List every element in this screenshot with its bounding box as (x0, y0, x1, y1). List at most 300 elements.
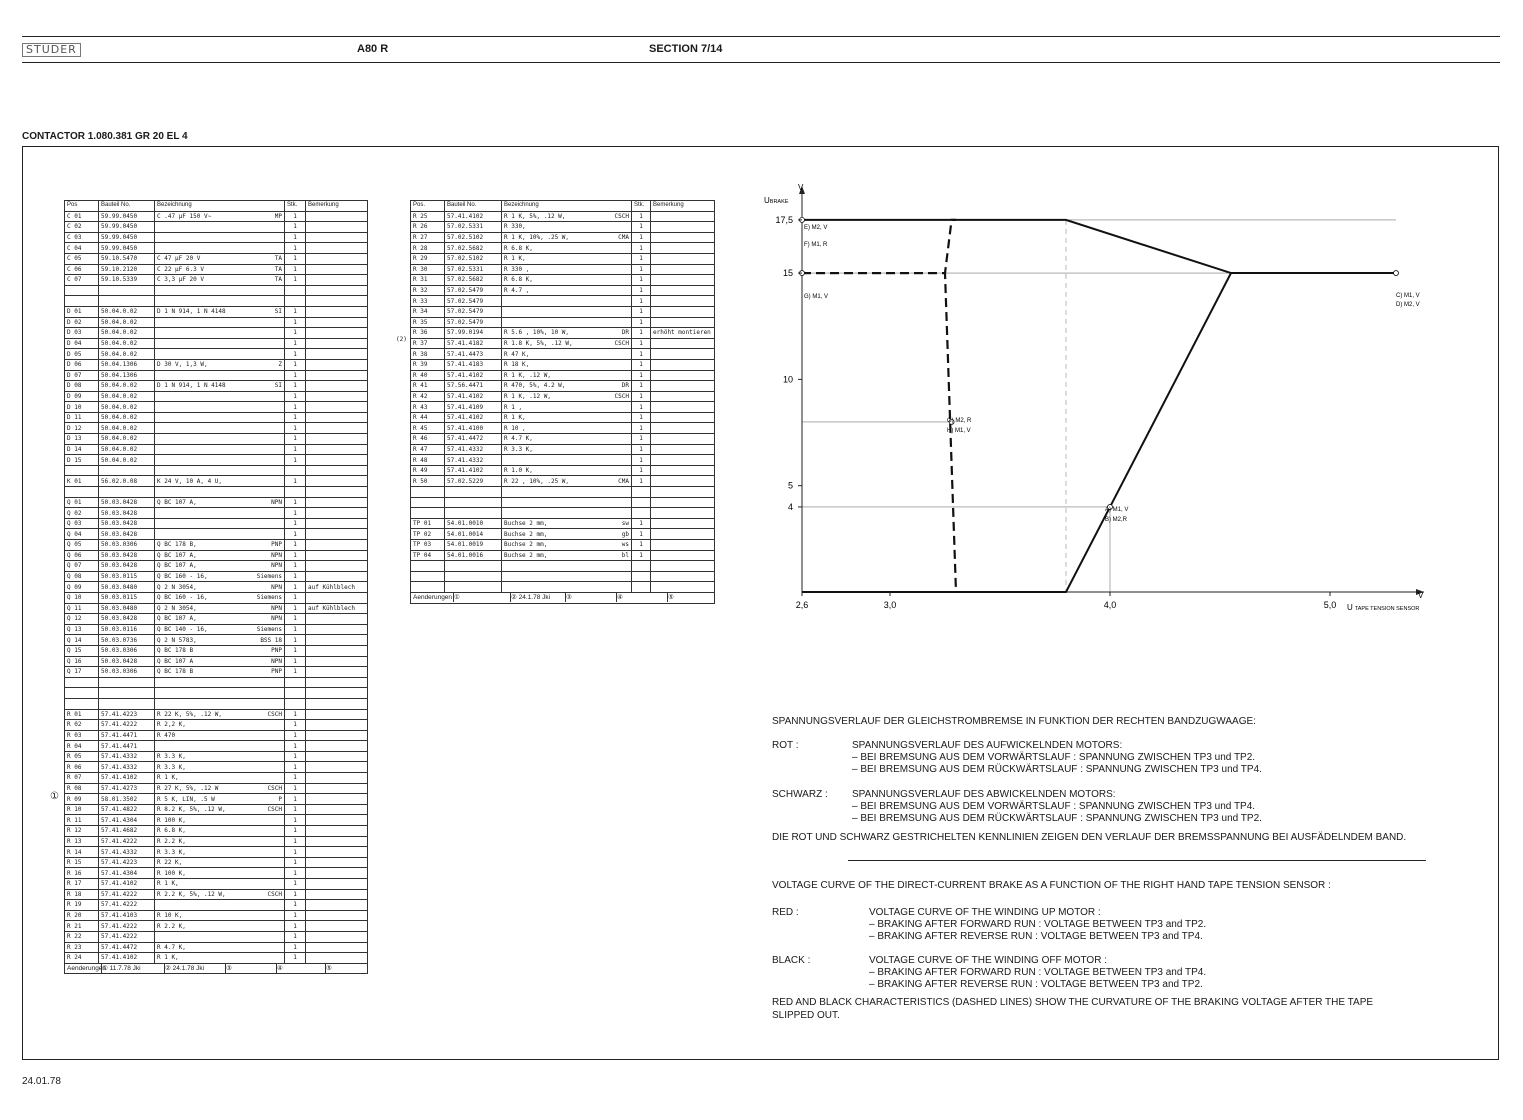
desc-type: NPN (271, 551, 282, 559)
cell-qty: 1 (285, 370, 306, 381)
cell-desc (155, 836, 285, 847)
desc-text: R 3.3 K, (504, 445, 533, 453)
cell-qty: 1 (285, 720, 306, 731)
cell-remark (651, 497, 715, 508)
desc-type: PNP (271, 541, 282, 549)
cell-desc (502, 285, 632, 296)
cell-pos (411, 582, 445, 593)
table-row (65, 889, 368, 900)
table-row (411, 211, 715, 222)
cell-remark (306, 412, 368, 423)
cell-desc (155, 603, 285, 614)
cell-desc (155, 614, 285, 625)
cell-pos: R 32 (411, 285, 445, 296)
cell-remark (651, 306, 715, 317)
table-row (65, 243, 368, 254)
cell-remark (306, 847, 368, 858)
desc-text: R 1 K, (504, 255, 526, 263)
desc-text: Buchse 2 mm, (504, 541, 548, 549)
table-row (411, 550, 715, 561)
de-rot-label: ROT : (772, 740, 799, 751)
cell-part: 57.41.4102 (99, 953, 155, 964)
en-black-line-2: – BRAKING AFTER FORWARD RUN : VOLTAGE BETWEEN TP3 and TP4. (869, 967, 1207, 978)
cell-part: 59.10.2120 (99, 264, 155, 275)
cell-desc (155, 847, 285, 858)
cell-remark (306, 434, 368, 445)
cell-qty: 1 (285, 783, 306, 794)
cell-qty: 1 (632, 328, 651, 339)
chart-series (802, 220, 1396, 592)
cell-remark (306, 794, 368, 805)
label-h: H) M1, V (947, 428, 971, 434)
cell-pos: R 26 (411, 222, 445, 233)
cell-part: 57.41.4332 (99, 762, 155, 773)
cell-pos: R 47 (411, 444, 445, 455)
cell-remark (306, 762, 368, 773)
cell-remark (651, 232, 715, 243)
cell-part: 57.41.4222 (99, 836, 155, 847)
cell-part (99, 688, 155, 699)
cell-qty: 1 (285, 879, 306, 890)
table-row (65, 275, 368, 286)
cell-remark (306, 243, 368, 254)
cell-remark (651, 381, 715, 392)
table-row (65, 264, 368, 275)
cell-part: 57.41.4332 (99, 847, 155, 858)
cell-qty: 1 (632, 465, 651, 476)
cell-qty: 1 (285, 317, 306, 328)
cell-desc (155, 931, 285, 942)
cell-pos: TP 02 (411, 529, 445, 540)
cell-pos: D 01 (65, 306, 99, 317)
language-divider (848, 860, 1426, 861)
cell-remark (306, 868, 368, 879)
cell-part: 57.41.4332 (445, 444, 502, 455)
cell-remark (651, 529, 715, 540)
cell-part: 50.03.0428 (99, 529, 155, 540)
table-row (411, 370, 715, 381)
cell-qty: 1 (285, 455, 306, 466)
table-row (411, 391, 715, 402)
cell-pos: D 15 (65, 455, 99, 466)
desc-type: CSCH (267, 806, 282, 814)
cell-remark (651, 582, 715, 593)
x-axis-unit: V (1418, 591, 1424, 600)
cell-remark (306, 444, 368, 455)
cell-part: 57.41.4472 (445, 434, 502, 445)
cell-qty: 1 (632, 434, 651, 445)
cell-qty: 1 (632, 391, 651, 402)
table-row (411, 381, 715, 392)
change-1: ① (454, 593, 511, 602)
cell-pos: Q 09 (65, 582, 99, 593)
cell-desc (155, 423, 285, 434)
cell-remark (306, 264, 368, 275)
cell-qty: 1 (285, 656, 306, 667)
cell-remark (651, 402, 715, 413)
cell-qty: 1 (285, 730, 306, 741)
cell-pos: R 23 (65, 942, 99, 953)
cell-pos: R 01 (65, 709, 99, 720)
cell-desc (155, 243, 285, 254)
desc-text: R 470, 5%, 4.2 W, (504, 382, 566, 390)
cell-pos: C 02 (65, 222, 99, 233)
table-row (65, 720, 368, 731)
cell-remark (651, 465, 715, 476)
table-row (65, 751, 368, 762)
change-5: ⑤ (668, 594, 674, 602)
cell-pos: R 17 (65, 879, 99, 890)
brake-voltage-chart (760, 180, 1480, 620)
cell-pos: R 16 (65, 868, 99, 879)
cell-remark (306, 253, 368, 264)
cell-qty: 1 (285, 900, 306, 911)
cell-desc (155, 645, 285, 656)
cell-pos: Q 13 (65, 624, 99, 635)
cell-part: 57.41.4222 (99, 921, 155, 932)
col-pos: Pos (65, 201, 99, 212)
cell-part: 58.01.3502 (99, 794, 155, 805)
cell-qty: 1 (632, 444, 651, 455)
cell-part (445, 497, 502, 508)
table-row (65, 656, 368, 667)
cell-desc (502, 571, 632, 582)
cell-remark (306, 773, 368, 784)
cell-qty: 1 (632, 232, 651, 243)
cell-desc (155, 561, 285, 572)
desc-text: R 3.3 K, (157, 763, 186, 771)
cell-part (99, 698, 155, 709)
table-row (65, 306, 368, 317)
desc-type: CSCH (267, 710, 282, 718)
cell-remark (306, 465, 368, 476)
cell-remark (306, 688, 368, 699)
desc-type: SI (274, 382, 282, 390)
table-row (65, 836, 368, 847)
cell-qty: 1 (285, 381, 306, 392)
cell-desc (502, 381, 632, 392)
cell-desc (155, 338, 285, 349)
change-3: ③ (566, 593, 617, 602)
cell-desc (155, 391, 285, 402)
cell-desc (502, 275, 632, 286)
cell-part: 57.41.4102 (445, 465, 502, 476)
en-black-label: BLACK : (772, 955, 811, 966)
table-row (65, 942, 368, 953)
cell-remark (651, 296, 715, 307)
cell-remark (306, 942, 368, 953)
cell-remark (651, 476, 715, 487)
cell-pos (65, 487, 99, 498)
desc-text: Q BC 107 A, (157, 615, 197, 623)
cell-qty: 1 (285, 910, 306, 921)
cell-remark (306, 783, 368, 794)
cell-remark (306, 857, 368, 868)
cell-part: 57.41.4223 (99, 857, 155, 868)
cell-remark (306, 211, 368, 222)
cell-desc (155, 826, 285, 837)
cell-pos: R 02 (65, 720, 99, 731)
section-label: SECTION 7/14 (649, 43, 723, 55)
cell-desc (502, 232, 632, 243)
table-row (411, 296, 715, 307)
y-tick-label: 17,5 (775, 214, 793, 225)
cell-remark (651, 518, 715, 529)
cell-pos: R 06 (65, 762, 99, 773)
cell-pos: R 18 (65, 889, 99, 900)
cell-qty: 1 (285, 306, 306, 317)
cell-remark (306, 381, 368, 392)
cell-qty: 1 (632, 423, 651, 434)
desc-type: CSCH (614, 392, 629, 400)
cell-part: 54.01.0010 (445, 518, 502, 529)
desc-text: R 1 , (504, 403, 523, 411)
desc-text: R 1.8 K, 5%, .12 W, (504, 340, 573, 348)
desc-type: TA (274, 265, 282, 273)
table-row (411, 359, 715, 370)
desc-text: R 10 K, (157, 912, 183, 920)
table-header-row (411, 201, 715, 212)
cell-remark (306, 804, 368, 815)
y-tick-label: 5 (787, 480, 793, 491)
cell-part: 57.41.4102 (99, 773, 155, 784)
desc-text: R 3.3 K, (157, 753, 186, 761)
table-row (411, 338, 715, 349)
table-row (411, 317, 715, 328)
cell-desc (502, 338, 632, 349)
cell-remark (306, 921, 368, 932)
cell-part: 57.41.4182 (445, 338, 502, 349)
cell-desc (502, 243, 632, 254)
cell-remark (306, 359, 368, 370)
cell-desc (155, 518, 285, 529)
cell-pos: R 09 (65, 794, 99, 805)
desc-text: R 330 , (504, 265, 530, 273)
cell-desc (155, 211, 285, 222)
de-rot-line-3: – BEI BREMSUNG AUS DEM RÜCKWÄRTSLAUF : SPANNUNG ZWISCHEN TP3 und TP4. (852, 764, 1262, 775)
cell-part: 59.99.0450 (99, 211, 155, 222)
cell-pos: R 29 (411, 253, 445, 264)
cell-qty: 1 (285, 211, 306, 222)
cell-pos: R 14 (65, 847, 99, 858)
cell-pos: R 13 (65, 836, 99, 847)
cell-desc (502, 561, 632, 572)
cell-desc (155, 275, 285, 286)
cell-remark (306, 592, 368, 603)
cell-part: 57.41.4100 (445, 423, 502, 434)
label-g2: G) M2, R (947, 418, 972, 424)
label-e: E) M2, V (804, 225, 828, 231)
cell-pos: R 19 (65, 900, 99, 911)
desc-type: Z (278, 361, 282, 369)
desc-text: Q 2 N 3054, (157, 583, 197, 591)
cell-remark (651, 253, 715, 264)
cell-pos: D 10 (65, 402, 99, 413)
cell-desc (155, 359, 285, 370)
cell-desc (502, 423, 632, 434)
series-line (802, 273, 956, 592)
cell-part (445, 571, 502, 582)
cell-qty: 1 (285, 243, 306, 254)
cell-desc (155, 868, 285, 879)
cell-qty: 1 (632, 264, 651, 275)
change-4: ④ (277, 964, 326, 973)
cell-pos: R 12 (65, 826, 99, 837)
cell-pos: D 08 (65, 381, 99, 392)
cell-desc (502, 508, 632, 519)
change-5: ⑤ (326, 965, 332, 973)
cell-pos: R 42 (411, 391, 445, 402)
y-axis-label: UBRAKE (764, 196, 789, 205)
cell-remark (651, 434, 715, 445)
cell-remark (306, 222, 368, 233)
cell-part: 57.41.4304 (99, 868, 155, 879)
de-schwarz-label: SCHWARZ : (772, 789, 828, 800)
cell-desc (155, 910, 285, 921)
cell-desc (155, 688, 285, 699)
cell-qty: 1 (285, 518, 306, 529)
cell-part: 50.04.0.02 (99, 412, 155, 423)
cell-part: 50.04.0.02 (99, 391, 155, 402)
cell-pos: Q 08 (65, 571, 99, 582)
cell-desc (155, 232, 285, 243)
table-row (65, 815, 368, 826)
cell-part: 57.41.4222 (99, 900, 155, 911)
cell-remark (306, 232, 368, 243)
cell-remark (306, 677, 368, 688)
cell-qty: 1 (632, 529, 651, 540)
cell-pos: D 02 (65, 317, 99, 328)
cell-pos: Q 03 (65, 518, 99, 529)
desc-text: R 1 K, .12 W, (504, 392, 551, 400)
cell-pos: R 22 (65, 931, 99, 942)
cell-part (445, 561, 502, 572)
cell-qty: 1 (285, 847, 306, 858)
header-rule-top (22, 36, 1500, 37)
cell-remark (651, 561, 715, 572)
desc-text: Buchse 2 mm, (504, 551, 548, 559)
table-row (65, 540, 368, 551)
cell-pos: Q 10 (65, 592, 99, 603)
table-row (65, 953, 368, 964)
change-2: ② 24.1.78 Jki (511, 593, 566, 602)
cell-pos: R 48 (411, 455, 445, 466)
table-row (65, 434, 368, 445)
table-row (411, 222, 715, 233)
cell-remark (306, 391, 368, 402)
cell-pos (411, 508, 445, 519)
cell-remark (306, 296, 368, 307)
table-row (65, 222, 368, 233)
cell-pos: K 01 (65, 476, 99, 487)
cell-desc (155, 592, 285, 603)
cell-pos: R 33 (411, 296, 445, 307)
desc-text: R 6.8 K, (157, 827, 186, 835)
cell-desc (502, 518, 632, 529)
table-row (411, 476, 715, 487)
cell-desc (502, 370, 632, 381)
label-b: B) M2,R (1105, 517, 1128, 523)
desc-text: C 22 µF 6.3 V (157, 265, 204, 273)
cell-desc (502, 306, 632, 317)
table-row (65, 614, 368, 625)
desc-text: Q BC 160 - 16, (157, 573, 208, 581)
desc-text: D 1 N 914, 1 N 4148 (157, 382, 226, 390)
table-row (65, 667, 368, 678)
cell-part: 57.41.4102 (445, 211, 502, 222)
cell-pos: Q 07 (65, 561, 99, 572)
cell-desc (502, 222, 632, 233)
cell-part: 50.04.0.02 (99, 434, 155, 445)
de-schwarz-line-1: SPANNUNGSVERLAUF DES ABWICKELNDEN MOTORS: (852, 789, 1116, 800)
cell-pos: TP 03 (411, 540, 445, 551)
table-row (65, 645, 368, 656)
cell-pos: R 08 (65, 783, 99, 794)
cell-part: 57.02.5479 (445, 296, 502, 307)
table-row (65, 296, 368, 307)
label-a: A) M1, V (1105, 507, 1129, 513)
cell-remark (306, 931, 368, 942)
cell-part: 57.41.4109 (445, 402, 502, 413)
en-red-line-1: VOLTAGE CURVE OF THE WINDING UP MOTOR : (869, 907, 1101, 918)
cell-part (99, 296, 155, 307)
change-3: ③ (226, 964, 277, 973)
desc-type: CSCH (267, 890, 282, 898)
table-row (65, 635, 368, 646)
table-row (65, 826, 368, 837)
cell-remark (306, 635, 368, 646)
table-row (411, 434, 715, 445)
cell-remark (306, 306, 368, 317)
table-row (65, 349, 368, 360)
cell-remark (306, 645, 368, 656)
change-marker-2: (2) (396, 336, 407, 343)
cell-part: 57.41.4222 (99, 889, 155, 900)
cell-desc (155, 487, 285, 498)
cell-desc (502, 582, 632, 593)
desc-text: R 4.7 K, (157, 943, 186, 951)
cell-remark (306, 455, 368, 466)
cell-qty: 1 (285, 253, 306, 264)
col-qty: Stk. (632, 201, 651, 212)
cell-desc (155, 540, 285, 551)
desc-text: R 4.7 , (504, 287, 530, 295)
desc-text: Q BC 178 B (157, 647, 194, 655)
table-row (65, 444, 368, 455)
desc-text: Buchse 2 mm, (504, 520, 548, 528)
table-row (65, 804, 368, 815)
cell-desc (155, 508, 285, 519)
table-row (411, 582, 715, 593)
desc-text: Buchse 2 mm, (504, 530, 548, 538)
cell-desc (155, 264, 285, 275)
cell-part: 59.99.0450 (99, 222, 155, 233)
cell-pos: C 03 (65, 232, 99, 243)
table-row (411, 444, 715, 455)
table-row (411, 497, 715, 508)
table-row (65, 773, 368, 784)
cell-desc (155, 720, 285, 731)
cell-remark (306, 497, 368, 508)
table-row (411, 412, 715, 423)
cell-remark (306, 667, 368, 678)
desc-type: DR (621, 329, 629, 337)
cell-desc (502, 465, 632, 476)
change-4: ④ (617, 593, 668, 602)
cell-remark: erhöht montieren (651, 328, 715, 339)
cell-qty: 1 (285, 497, 306, 508)
cell-pos: C 06 (65, 264, 99, 275)
